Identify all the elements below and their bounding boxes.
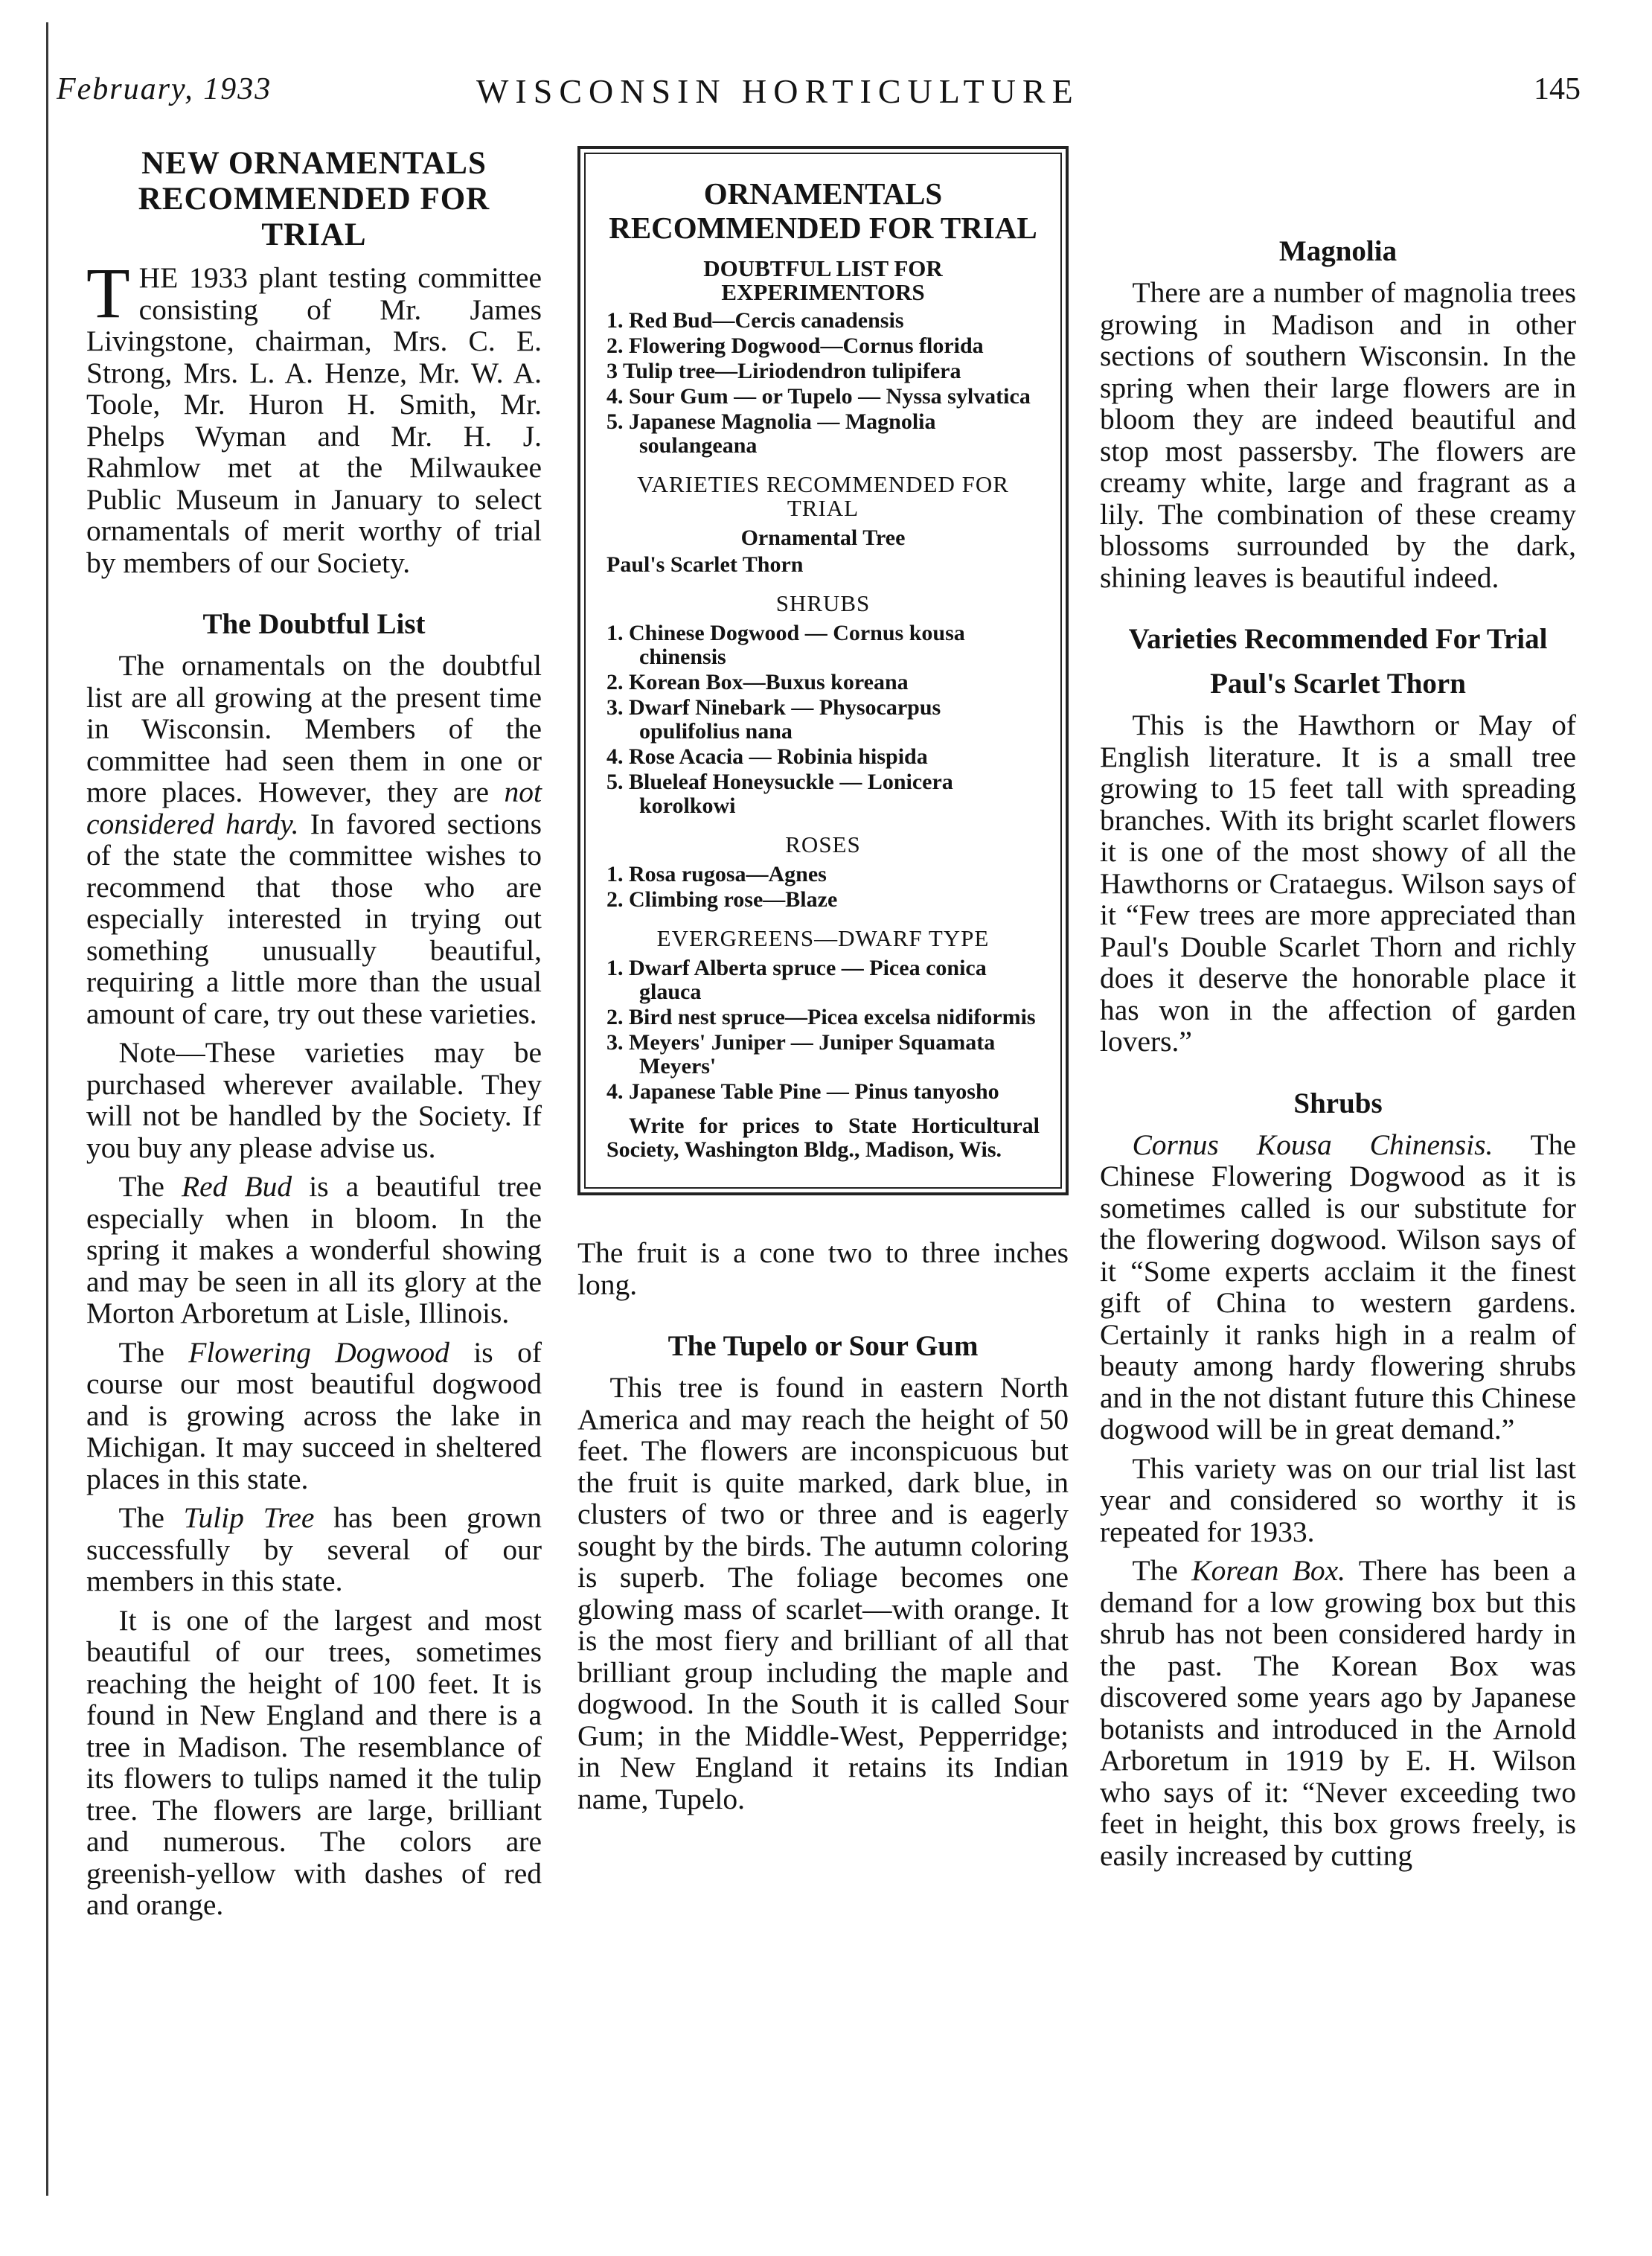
list-item: 3 Tulip tree—Liriodendron tulipifera xyxy=(606,359,961,383)
box-evergreens-list xyxy=(606,956,1040,1104)
list-item: 1. Chinese Dogwood — Cornus kousa chinensis xyxy=(606,621,965,669)
tupelo-paragraph: This tree is found in eastern North America and may reach the height of 50 feet. The flowers are inconspicuous but the fruit is quite marked, dark blue, in clusters of two or three and is eagerly sought by the birds. The autumn coloring is superb. The foliage becomes one glowing mass of scarlet—with orange. It is the most fiery and brilliant of all that brilliant group including the maple and dogwood. In the South it is called Sour Gum; in the Middle-West, Pepperridge; in New England it retains its Indian name, Tupelo. xyxy=(577,1371,1069,1815)
redbud-paragraph: The Red Bud is a beautiful tree especially when in bloom. In the spring it makes a wonderful showing and may be seen in all its glory at the Morton Arboretum at Lisle, Illinois. xyxy=(86,1170,542,1329)
column-1 xyxy=(86,146,542,1929)
list-item: 5. Japanese Magnolia — Magnolia soulangeana xyxy=(606,409,936,458)
box-doubtful-heading: DOUBTFUL LIST FOR EXPERIMENTORS xyxy=(703,255,943,305)
list-item: 2. Flowering Dogwood—Cornus florida xyxy=(606,333,984,358)
korean-box-paragraph: The Korean Box. There has been a demand for a low growing box but this shrub has not been considered hardy in the past. The Korean Box was discovered some years ago by Japanese botanists and introduced in the Arnold Arboretum in 1919 by E. H. Wilson who says of it: “Never exceeding two feet in height, this box grows freely, is easily increased by cutting xyxy=(1100,1554,1576,1872)
box-varieties-heading: VARIETIES RECOMMENDED FOR TRIAL xyxy=(637,471,1009,521)
list-item: 3. Dwarf Ninebark — Physocarpus opulifolius nana xyxy=(606,695,941,744)
thorn-paragraph: This is the Hawthorn or May of English literature. It is a small tree growing to 15 feet tall with spreading branches. With its bright scarlet flowers it is one of the most showy of all the Hawthorns or Crataegus. Wilson says of it “Few trees are more appreciated than Paul's Double Scarlet Thorn and richly does it deserve the honorable place it has won in the affection of garden lovers.” xyxy=(1100,709,1576,1058)
box-doubtful-list xyxy=(606,309,1040,458)
magnolia-paragraph: There are a number of magnolia trees growing in Madison and in other sections of southern Wisconsin. In the spring when their large flowers are in bloom they are indeed beautiful and stop most passersby. The flowers are creamy white, large and fragrant as a lily. The combination of these creamy blossoms surrounded by the dark, shining leaves is beautiful indeed. xyxy=(1100,276,1576,594)
drop-cap: T xyxy=(86,253,130,333)
list-item: 2. Climbing rose—Blaze xyxy=(606,887,838,912)
recommendation-box xyxy=(577,146,1069,1195)
list-item: 3. Meyers' Juniper — Juniper Squamata Meyers' xyxy=(606,1030,996,1079)
list-item: 2. Korean Box—Buxus koreana xyxy=(606,670,909,694)
dogwood-paragraph: The Flowering Dogwood is of course our most beautiful dogwood and is growing across the lake in Michigan. It may succeed in sheltered places in this state. xyxy=(86,1335,542,1495)
page-number: 145 xyxy=(1534,72,1581,106)
box-shrubs-list xyxy=(606,621,1040,818)
list-item: 1. Rosa rugosa—Agnes xyxy=(606,862,827,886)
trial-paragraph: This variety was on our trial list last year and considered so worthy it is repeated for 1933. xyxy=(1100,1451,1576,1548)
column-3 xyxy=(1100,146,1576,1879)
cornus-paragraph: Cornus Kousa Chinensis. The Chinese Flowering Dogwood as it is sometimes called is our substitute for the flowering dogwood. Wilson says of it “Some experts acclaim it the finest gift of China to western gardens. Certainly it ranks high in a realm of beauty among hardy flowering shrubs and in the not distant future this Chinese dogwood will be in great demand.” xyxy=(1100,1128,1576,1445)
box-title: ORNAMENTALS RECOMMENDED FOR TRIAL xyxy=(609,176,1037,245)
running-header xyxy=(0,71,1652,116)
list-item: 1. Red Bud—Cercis canadensis xyxy=(606,308,904,333)
column-2 xyxy=(577,146,1069,1822)
doubtful-paragraph: The ornamentals on the doubtful list are all growing at the present time in Wisconsin. Members of the committee had seen them in one or more places. However, they are not considered hardy. In favored sections of the state the committee wishes to recommend that those who are especially interested in trying out something unusually beautiful, requiring a little more than the usual amount of care, try out these varieties. xyxy=(86,649,542,1030)
list-item: 4. Sour Gum — or Tupelo — Nyssa sylvatica xyxy=(606,384,1031,409)
list-item: 4. Rose Acacia — Robinia hispida xyxy=(606,744,928,769)
tupelo-heading: The Tupelo or Sour Gum xyxy=(667,1330,979,1362)
box-roses-heading: ROSES xyxy=(785,831,861,857)
issue-date: February, 1933 xyxy=(57,72,272,106)
thorn-heading: Paul's Scarlet Thorn xyxy=(1210,668,1466,700)
list-item: 1. Dwarf Alberta spruce — Picea conica glauca xyxy=(606,956,987,1004)
box-note: Write for prices to State Horticultural Society, Washington Bldg., Madison, Wis. xyxy=(606,1113,1040,1162)
doubtful-list-heading: The Doubtful List xyxy=(202,608,426,640)
magnolia-heading: Magnolia xyxy=(1278,235,1398,267)
list-item: 2. Bird nest spruce—Picea excelsa nidiformis xyxy=(606,1005,1036,1029)
box-roses-list xyxy=(606,863,1040,912)
note-paragraph: Note—These varieties may be purchased wherever available. They will not be handled by the Society. If you buy any please advise us. xyxy=(86,1036,542,1164)
tulip-paragraph: The Tulip Tree has been grown successfully by several of our members in this state. xyxy=(86,1501,542,1597)
article-title: NEW ORNAMENTALS RECOMMENDED FOR TRIAL xyxy=(138,146,490,252)
intro-paragraph: THE 1933 plant testing committee consisting of Mr. James Livingstone, chairman, Mrs. C. E. Strong, Mrs. L. A. Henze, Mr. W. A. Toole, Mr. Huron H. Smith, Mr. Phelps Wyman and Mr. H. J. Rahmlow met at the Milwaukee Public Museum in January to select ornamentals of merit worthy of trial by members of our Society. xyxy=(86,253,542,579)
varieties-heading: Varieties Recommended For Trial xyxy=(1128,623,1548,655)
box-ornamental-tree-heading: Ornamental Tree xyxy=(740,525,906,550)
tulip-paragraph-2: It is one of the largest and most beautiful of our trees, sometimes reaching the height of 100 feet. It is found in New England and there is a tree in Madison. The resemblance of its flowers to tulips named it the tulip tree. The flowers are large, brilliant and numerous. The colors are greenish-yellow with dashes of red and orange. xyxy=(86,1603,542,1921)
list-item: 4. Japanese Table Pine — Pinus tanyosho xyxy=(606,1079,999,1104)
box-shrubs-heading: SHRUBS xyxy=(775,590,871,616)
fruit-paragraph: The fruit is a cone two to three inches long. xyxy=(577,1236,1069,1301)
box-evergreens-heading: EVERGREENS—DWARF TYPE xyxy=(656,925,990,951)
list-item: 5. Blueleaf Honeysuckle — Lonicera korolkowi xyxy=(606,770,953,818)
left-margin-rule xyxy=(46,22,48,2196)
journal-title: WISCONSIN HORTICULTURE xyxy=(476,72,1080,110)
shrubs-heading: Shrubs xyxy=(1293,1087,1383,1119)
box-ornamental-tree: Paul's Scarlet Thorn xyxy=(606,552,804,577)
